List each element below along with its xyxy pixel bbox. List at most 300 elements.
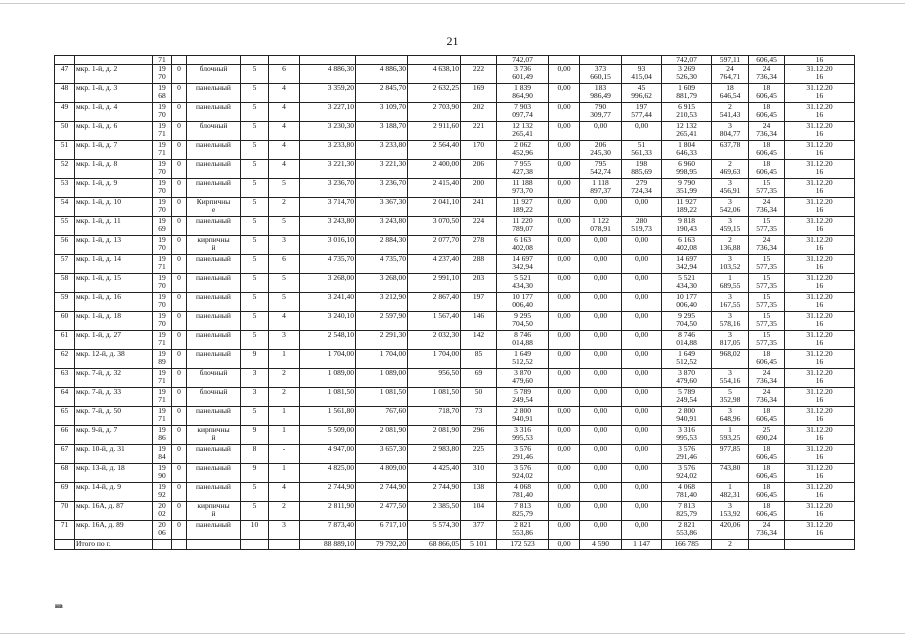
table-cell <box>300 56 356 65</box>
table-cell: 0,00 <box>580 293 622 312</box>
table-cell: 3 221,30 <box>300 160 356 179</box>
table-cell: 24 764,71 <box>712 65 749 84</box>
table-cell: 19 92 <box>153 483 172 502</box>
table-cell: мкр. 1-й, д. 18 <box>75 312 153 331</box>
table-cell: 4 886,30 <box>356 65 408 84</box>
table-cell: 4 <box>269 141 300 160</box>
table-cell: 5 <box>241 331 269 350</box>
table-cell: 93 415,04 <box>622 65 662 84</box>
table-row <box>55 464 855 483</box>
table-cell: 0 <box>172 388 187 407</box>
table-cell: панельный <box>187 179 241 198</box>
table-cell: 9 <box>241 350 269 369</box>
table-cell: 5 789 249,54 <box>662 388 712 407</box>
table-cell <box>187 540 241 550</box>
table-cell: 743,80 <box>712 464 749 483</box>
table-cell: 9 <box>241 426 269 445</box>
table-cell: 0,00 <box>580 464 622 483</box>
housing-registry-table <box>54 55 855 550</box>
table-cell: 1 649 512,52 <box>497 350 549 369</box>
table-cell: 9 295 704,50 <box>497 312 549 331</box>
table-cell: 2 291,30 <box>356 331 408 350</box>
table-row <box>55 255 855 274</box>
table-cell: 0,00 <box>549 103 580 122</box>
table-cell: 0,00 <box>580 198 622 217</box>
table-cell: 4 068 781,40 <box>497 483 549 502</box>
table-row <box>55 331 855 350</box>
table-cell: 5 <box>241 141 269 160</box>
table-cell: 51 <box>55 141 75 160</box>
table-cell: 20 06 <box>153 521 172 540</box>
table-cell: мкр. 1-й, д. 9 <box>75 179 153 198</box>
table-cell: 280 519,73 <box>622 217 662 236</box>
table-cell: 51 561,33 <box>622 141 662 160</box>
table-row <box>55 350 855 369</box>
table-cell: 0,00 <box>622 198 662 217</box>
table-cell: 68 866,05 <box>408 540 461 550</box>
table-cell: 1 649 512,52 <box>662 350 712 369</box>
table-cell: 222 <box>461 65 497 84</box>
table-cell: 3 <box>269 521 300 540</box>
table-cell: 15 577,35 <box>749 217 785 236</box>
table-cell: 2 703,90 <box>408 103 461 122</box>
table-cell: 65 <box>55 407 75 426</box>
table-cell: 3 243,80 <box>356 217 408 236</box>
table-cell: мкр. 1-й, д. 7 <box>75 141 153 160</box>
table-cell: 2 081,90 <box>408 426 461 445</box>
table-cell: 0 <box>172 350 187 369</box>
table-cell: 2 632,25 <box>408 84 461 103</box>
table-cell: мкр. 7-й, д. 32 <box>75 369 153 388</box>
table-row <box>55 179 855 198</box>
table-cell: 0,00 <box>580 236 622 255</box>
table-cell: 1 593,25 <box>712 426 749 445</box>
table-cell: 637,78 <box>712 141 749 160</box>
table-cell: 2 800 940,91 <box>497 407 549 426</box>
table-row <box>55 274 855 293</box>
table-cell: блочный <box>187 65 241 84</box>
table-row-continuation <box>55 56 855 65</box>
table-cell: 19 70 <box>153 198 172 217</box>
table-cell: 4 809,00 <box>356 464 408 483</box>
table-cell: 146 <box>461 312 497 331</box>
footer-mark: нв <box>55 602 63 610</box>
table-cell: 0,00 <box>622 350 662 369</box>
table-cell: блочный <box>187 122 241 141</box>
table-cell: 31.12.20 16 <box>785 179 855 198</box>
table-cell: 3 240,10 <box>300 312 356 331</box>
table-cell: 2 077,70 <box>408 236 461 255</box>
table-cell <box>55 540 75 550</box>
table-cell: 3 648,96 <box>712 407 749 426</box>
table-cell: Кирпичны е <box>187 198 241 217</box>
table-cell: 3 456,91 <box>712 179 749 198</box>
table-row <box>55 426 855 445</box>
table-cell: 0 <box>172 312 187 331</box>
table-cell: 742,07 <box>497 56 549 65</box>
table-cell: мкр. 1-й, д. 15 <box>75 274 153 293</box>
table-cell: 198 885,69 <box>622 160 662 179</box>
table-cell: 0 <box>172 274 187 293</box>
table-cell: 420,06 <box>712 521 749 540</box>
table-cell: 57 <box>55 255 75 274</box>
table-cell: 31.12.20 16 <box>785 483 855 502</box>
table-cell: 1 <box>269 464 300 483</box>
table-cell: 1 089,00 <box>356 369 408 388</box>
table-cell: 3 221,30 <box>356 160 408 179</box>
table-cell: 31.12.20 16 <box>785 426 855 445</box>
table-cell: 0,00 <box>622 369 662 388</box>
table-cell: 0 <box>172 160 187 179</box>
table-cell: 2 911,60 <box>408 122 461 141</box>
table-cell: 18 606,45 <box>749 84 785 103</box>
table-cell: 15 577,35 <box>749 293 785 312</box>
table-cell: 60 <box>55 312 75 331</box>
table-cell: 0,00 <box>549 426 580 445</box>
table-cell: 31.12.20 16 <box>785 293 855 312</box>
table-cell: 5 <box>241 103 269 122</box>
table-cell: кирпичны й <box>187 236 241 255</box>
table-cell: мкр. 1-й, д. 27 <box>75 331 153 350</box>
table-cell: 3 243,80 <box>300 217 356 236</box>
table-cell: 0 <box>172 255 187 274</box>
table-cell: 31.12.20 16 <box>785 521 855 540</box>
table-cell: 206 <box>461 160 497 179</box>
table-cell: 55 <box>55 217 75 236</box>
table-cell: 64 <box>55 388 75 407</box>
table-cell: 0,00 <box>580 274 622 293</box>
table-cell: панельный <box>187 103 241 122</box>
table-cell: 3 268,00 <box>300 274 356 293</box>
table-cell: 59 <box>55 293 75 312</box>
table-cell: 1 839 864,90 <box>497 84 549 103</box>
table-cell: 0,00 <box>622 388 662 407</box>
table-cell: 31.12.20 16 <box>785 160 855 179</box>
table-cell <box>172 56 187 65</box>
table-cell: 0,00 <box>622 483 662 502</box>
table-row <box>55 483 855 502</box>
table-cell: 279 724,34 <box>622 179 662 198</box>
table-cell: мкр. 14-й, д. 9 <box>75 483 153 502</box>
table-cell <box>461 56 497 65</box>
table-cell: 3 236,70 <box>300 179 356 198</box>
table-row <box>55 122 855 141</box>
table-cell: 4 <box>269 160 300 179</box>
table-cell: 0,00 <box>622 236 662 255</box>
table-cell: 3 <box>241 369 269 388</box>
table-cell: 54 <box>55 198 75 217</box>
table-cell: панельный <box>187 160 241 179</box>
table-cell: 18 606,45 <box>749 103 785 122</box>
table-cell: 52 <box>55 160 75 179</box>
table-cell: 0,00 <box>622 426 662 445</box>
table-cell: 18 606,45 <box>749 502 785 521</box>
table-cell: 5 <box>241 407 269 426</box>
table-cell: 4 590 <box>580 540 622 550</box>
table-cell: 53 <box>55 179 75 198</box>
table-cell: 2 548,10 <box>300 331 356 350</box>
table-cell: 5 521 434,30 <box>497 274 549 293</box>
table-cell <box>172 540 187 550</box>
table-cell: 12 132 265,41 <box>497 122 549 141</box>
table-cell: 241 <box>461 198 497 217</box>
table-cell: 3 359,20 <box>300 84 356 103</box>
table-cell: панельный <box>187 84 241 103</box>
table-cell: 3 316 995,53 <box>662 426 712 445</box>
scan-edge-bottom <box>0 633 905 634</box>
table-cell: 1 482,31 <box>712 483 749 502</box>
table-cell: 1 561,80 <box>300 407 356 426</box>
table-cell: 0 <box>172 483 187 502</box>
table-cell: 19 71 <box>153 407 172 426</box>
table-cell: 24 736,34 <box>749 198 785 217</box>
table-cell: 0 <box>172 426 187 445</box>
table-cell: 1 081,50 <box>408 388 461 407</box>
table-cell: 88 889,10 <box>300 540 356 550</box>
table-cell: 3 870 479,60 <box>662 369 712 388</box>
table-cell: 79 792,20 <box>356 540 408 550</box>
table-cell: 5 <box>269 217 300 236</box>
table-cell: 15 577,35 <box>749 331 785 350</box>
table-cell: панельный <box>187 521 241 540</box>
table-cell: 31.12.20 16 <box>785 331 855 350</box>
table-cell: 11 188 973,70 <box>497 179 549 198</box>
table-cell: 9 295 704,50 <box>662 312 712 331</box>
table-cell: мкр. 13-й, д. 18 <box>75 464 153 483</box>
table-cell: панельный <box>187 445 241 464</box>
table-cell: 0,00 <box>549 540 580 550</box>
table-cell: 3 230,30 <box>300 122 356 141</box>
table-cell: 3 554,16 <box>712 369 749 388</box>
table-cell: 2 821 553,86 <box>497 521 549 540</box>
table-cell: 0,00 <box>622 464 662 483</box>
table-cell: панельный <box>187 350 241 369</box>
table-cell: кирпичны й <box>187 502 241 521</box>
table-cell: 5 <box>241 122 269 141</box>
table-cell: 104 <box>461 502 497 521</box>
table-cell: 0 <box>172 464 187 483</box>
table-cell: 0 <box>172 217 187 236</box>
table-cell: мкр. 1-й, д. 4 <box>75 103 153 122</box>
table-cell: 2 983,80 <box>408 445 461 464</box>
table-cell: 31.12.20 16 <box>785 141 855 160</box>
table-cell: панельный <box>187 293 241 312</box>
table-cell: 0 <box>172 198 187 217</box>
table-cell: 4 735,70 <box>356 255 408 274</box>
table-cell: 68 <box>55 464 75 483</box>
table-cell: 4 947,00 <box>300 445 356 464</box>
table-cell: 18 606,45 <box>749 160 785 179</box>
table-cell: 5 789 249,54 <box>497 388 549 407</box>
table-cell: мкр. 7-й, д. 33 <box>75 388 153 407</box>
table-row <box>55 445 855 464</box>
table-cell: 221 <box>461 122 497 141</box>
table-cell: 0,00 <box>549 236 580 255</box>
table-cell: 0,00 <box>549 312 580 331</box>
table-cell: панельный <box>187 407 241 426</box>
table-cell: 718,70 <box>408 407 461 426</box>
table-cell: 0 <box>172 293 187 312</box>
table-cell: 0,00 <box>622 274 662 293</box>
table-cell: 2 597,90 <box>356 312 408 331</box>
table-cell: мкр. 1-й, д. 8 <box>75 160 153 179</box>
table-cell: 0 <box>172 236 187 255</box>
table-cell: 50 <box>461 388 497 407</box>
table-cell: 2 <box>269 198 300 217</box>
table-cell: 0,00 <box>549 141 580 160</box>
table-cell: мкр. 9-й, д. 7 <box>75 426 153 445</box>
table-cell: панельный <box>187 217 241 236</box>
table-cell: 202 <box>461 103 497 122</box>
table-cell: 0,00 <box>622 122 662 141</box>
table-cell: мкр. 10-й, д. 31 <box>75 445 153 464</box>
table-cell: 7 813 825,79 <box>662 502 712 521</box>
table-cell: 225 <box>461 445 497 464</box>
table-cell: 5 <box>241 179 269 198</box>
table-cell: 0 <box>172 407 187 426</box>
table-cell: 5 <box>241 160 269 179</box>
table-cell: 31.12.20 16 <box>785 103 855 122</box>
table-row <box>55 369 855 388</box>
table-cell: 172 523 <box>497 540 549 550</box>
table-cell: 3 <box>269 331 300 350</box>
table-cell: 4 825,00 <box>300 464 356 483</box>
table-cell: 19 68 <box>153 84 172 103</box>
table-cell: мкр. 1-й, д. 10 <box>75 198 153 217</box>
table-cell: 19 71 <box>153 122 172 141</box>
table-row <box>55 198 855 217</box>
table-cell: 0,00 <box>580 407 622 426</box>
table-cell: 5 <box>241 198 269 217</box>
table-cell <box>356 56 408 65</box>
table-cell: 11 220 789,07 <box>497 217 549 236</box>
table-cell: 9 <box>241 464 269 483</box>
table-cell <box>622 56 662 65</box>
table-cell: 377 <box>461 521 497 540</box>
table-cell: 24 736,34 <box>749 122 785 141</box>
table-cell: 310 <box>461 464 497 483</box>
table-cell: 2 415,40 <box>408 179 461 198</box>
table-cell: 31.12.20 16 <box>785 388 855 407</box>
table-cell: 10 177 006,40 <box>497 293 549 312</box>
table-cell: 24 736,34 <box>749 388 785 407</box>
table-cell: 1 567,40 <box>408 312 461 331</box>
table-cell: 56 <box>55 236 75 255</box>
table-cell: 142 <box>461 331 497 350</box>
table-cell: 3 <box>241 388 269 407</box>
table-cell: 3 576 291,46 <box>497 445 549 464</box>
table-cell: 5 509,00 <box>300 426 356 445</box>
table-cell: 3 459,15 <box>712 217 749 236</box>
table-cell: 3 227,10 <box>300 103 356 122</box>
table-cell: 1 122 078,91 <box>580 217 622 236</box>
table-cell: 1 <box>269 350 300 369</box>
table-cell: 19 70 <box>153 179 172 198</box>
table-cell: 5 <box>241 312 269 331</box>
table-cell: 19 71 <box>153 141 172 160</box>
table-cell: 8 746 014,88 <box>662 331 712 350</box>
table-cell: 0,00 <box>622 407 662 426</box>
table-cell: 19 70 <box>153 236 172 255</box>
table-cell: 31.12.20 16 <box>785 464 855 483</box>
table-cell: 6 163 402,08 <box>497 236 549 255</box>
table-cell: 1 081,50 <box>356 388 408 407</box>
table-cell: 10 177 006,40 <box>662 293 712 312</box>
table-cell <box>269 540 300 550</box>
table-cell: 4 425,40 <box>408 464 461 483</box>
table-cell: 7 813 825,79 <box>497 502 549 521</box>
table-cell: 3 212,90 <box>356 293 408 312</box>
table-cell: 19 71 <box>153 388 172 407</box>
table-cell: 5 <box>269 179 300 198</box>
table-cell: 5 <box>241 502 269 521</box>
table-cell: 50 <box>55 122 75 141</box>
table-cell: 3 714,70 <box>300 198 356 217</box>
table-cell: 67 <box>55 445 75 464</box>
table-cell: мкр. 16А, д. 89 <box>75 521 153 540</box>
table-cell: 197 <box>461 293 497 312</box>
table-cell: 1 704,00 <box>356 350 408 369</box>
table-cell: 0,00 <box>580 445 622 464</box>
table-cell: 3 241,40 <box>300 293 356 312</box>
table-cell: 2 385,50 <box>408 502 461 521</box>
table-cell: 206 245,30 <box>580 141 622 160</box>
table-cell: 0,00 <box>580 312 622 331</box>
table-row <box>55 293 855 312</box>
table-cell: 4 886,30 <box>300 65 356 84</box>
table-cell: 3 153,92 <box>712 502 749 521</box>
table-cell: 3 109,70 <box>356 103 408 122</box>
table-cell: 0,00 <box>580 331 622 350</box>
table-cell: 63 <box>55 369 75 388</box>
table-cell: 9 818 190,43 <box>662 217 712 236</box>
table-cell: 0 <box>172 84 187 103</box>
table-cell: мкр. 7-й, д. 50 <box>75 407 153 426</box>
table-cell: 61 <box>55 331 75 350</box>
table-cell: 9 790 351,99 <box>662 179 712 198</box>
table-cell: 2 <box>269 388 300 407</box>
table-row <box>55 84 855 103</box>
table-cell: 15 577,35 <box>749 179 785 198</box>
table-cell: 0,00 <box>549 217 580 236</box>
table-cell: 3 070,50 <box>408 217 461 236</box>
table-cell: 742,07 <box>662 56 712 65</box>
table-cell: - <box>269 445 300 464</box>
table-cell: 0,00 <box>549 255 580 274</box>
table-cell: 4 <box>269 312 300 331</box>
table-cell: 24 736,34 <box>749 369 785 388</box>
table-cell: 31.12.20 16 <box>785 217 855 236</box>
table-cell: 0 <box>172 179 187 198</box>
table-cell: 0,00 <box>580 502 622 521</box>
table-cell: 2 821 553,86 <box>662 521 712 540</box>
table-cell: 1 089,00 <box>300 369 356 388</box>
table-row <box>55 103 855 122</box>
table-cell <box>55 56 75 65</box>
table-cell: 20 02 <box>153 502 172 521</box>
table-cell: 0,00 <box>549 369 580 388</box>
table-cell: 2 032,30 <box>408 331 461 350</box>
table-cell: 1 609 881,79 <box>662 84 712 103</box>
table-cell: 58 <box>55 274 75 293</box>
table-cell: 6 <box>269 255 300 274</box>
table-cell: 3 236,70 <box>356 179 408 198</box>
table-cell: 19 70 <box>153 103 172 122</box>
table-cell: 0,00 <box>549 331 580 350</box>
table-cell: 31.12.20 16 <box>785 65 855 84</box>
table-cell: 3 <box>269 236 300 255</box>
table-cell: 19 71 <box>153 369 172 388</box>
